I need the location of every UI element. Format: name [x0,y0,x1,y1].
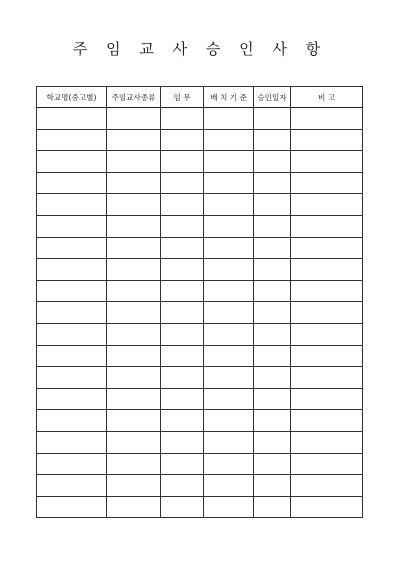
cell-approval-date[interactable] [254,194,291,216]
cell-duty[interactable] [161,215,204,237]
table-row [37,237,363,259]
cell-school-name[interactable] [37,259,107,281]
cell-approval-date[interactable] [254,151,291,173]
cell-placement-standard[interactable] [204,302,254,324]
cell-school-name[interactable] [37,172,107,194]
cell-placement-standard[interactable] [204,388,254,410]
cell-teacher-type[interactable] [107,323,161,345]
cell-approval-date[interactable] [254,237,291,259]
cell-duty[interactable] [161,345,204,367]
cell-duty[interactable] [161,323,204,345]
header-duty: 임 무 [161,87,204,108]
cell-approval-date[interactable] [254,496,291,518]
table-row [37,215,363,237]
cell-remarks[interactable] [291,129,363,151]
cell-placement-standard[interactable] [204,280,254,302]
cell-school-name[interactable] [37,431,107,453]
cell-school-name[interactable] [37,108,107,130]
table-row [37,367,363,389]
cell-teacher-type[interactable] [107,280,161,302]
cell-duty[interactable] [161,475,204,497]
cell-school-name[interactable] [37,345,107,367]
cell-remarks[interactable] [291,194,363,216]
cell-school-name[interactable] [37,323,107,345]
cell-placement-standard[interactable] [204,194,254,216]
header-teacher-type: 주임교사종류 [107,87,161,108]
cell-approval-date[interactable] [254,388,291,410]
cell-remarks[interactable] [291,302,363,324]
cell-remarks[interactable] [291,108,363,130]
cell-duty[interactable] [161,108,204,130]
cell-remarks[interactable] [291,237,363,259]
cell-remarks[interactable] [291,151,363,173]
cell-remarks[interactable] [291,453,363,475]
cell-placement-standard[interactable] [204,215,254,237]
header-approval-date: 승인일자 [254,87,291,108]
cell-teacher-type[interactable] [107,453,161,475]
table-row [37,280,363,302]
cell-teacher-type[interactable] [107,194,161,216]
cell-remarks[interactable] [291,431,363,453]
cell-teacher-type[interactable] [107,237,161,259]
header-school-name: 학교명(중고별) [37,87,107,108]
cell-remarks[interactable] [291,259,363,281]
cell-remarks[interactable] [291,323,363,345]
cell-school-name[interactable] [37,215,107,237]
cell-school-name[interactable] [37,453,107,475]
cell-placement-standard[interactable] [204,475,254,497]
cell-approval-date[interactable] [254,475,291,497]
cell-duty[interactable] [161,367,204,389]
cell-approval-date[interactable] [254,410,291,432]
cell-school-name[interactable] [37,410,107,432]
cell-school-name[interactable] [37,388,107,410]
table-row [37,496,363,518]
cell-duty[interactable] [161,129,204,151]
cell-approval-date[interactable] [254,345,291,367]
cell-duty[interactable] [161,453,204,475]
cell-duty[interactable] [161,237,204,259]
header-remarks: 비 고 [291,87,363,108]
cell-duty[interactable] [161,151,204,173]
cell-duty[interactable] [161,302,204,324]
page-title: 주 임 교 사 승 인 사 항 [72,40,328,58]
cell-duty[interactable] [161,496,204,518]
table-body [37,108,363,518]
table-row [37,431,363,453]
cell-approval-date[interactable] [254,323,291,345]
cell-teacher-type[interactable] [107,496,161,518]
cell-teacher-type[interactable] [107,475,161,497]
cell-approval-date[interactable] [254,259,291,281]
table-row [37,388,363,410]
cell-duty[interactable] [161,431,204,453]
cell-teacher-type[interactable] [107,172,161,194]
cell-teacher-type[interactable] [107,367,161,389]
cell-remarks[interactable] [291,367,363,389]
cell-duty[interactable] [161,172,204,194]
cell-remarks[interactable] [291,215,363,237]
table-row [37,194,363,216]
cell-approval-date[interactable] [254,302,291,324]
cell-approval-date[interactable] [254,129,291,151]
table-row [37,172,363,194]
header-placement-standard: 배 치 기 준 [204,87,254,108]
cell-teacher-type[interactable] [107,108,161,130]
cell-duty[interactable] [161,388,204,410]
cell-teacher-type[interactable] [107,345,161,367]
cell-duty[interactable] [161,194,204,216]
cell-teacher-type[interactable] [107,431,161,453]
table-row [37,108,363,130]
cell-placement-standard[interactable] [204,237,254,259]
cell-approval-date[interactable] [254,172,291,194]
cell-teacher-type[interactable] [107,129,161,151]
table-row [37,259,363,281]
cell-approval-date[interactable] [254,108,291,130]
table-row [37,345,363,367]
cell-duty[interactable] [161,280,204,302]
cell-placement-standard[interactable] [204,453,254,475]
cell-school-name[interactable] [37,496,107,518]
cell-approval-date[interactable] [254,367,291,389]
cell-placement-standard[interactable] [204,410,254,432]
table-header-row [37,87,363,108]
cell-placement-standard[interactable] [204,172,254,194]
cell-school-name[interactable] [37,280,107,302]
cell-school-name[interactable] [37,129,107,151]
table-row [37,410,363,432]
cell-placement-standard[interactable] [204,108,254,130]
cell-remarks[interactable] [291,410,363,432]
cell-placement-standard[interactable] [204,496,254,518]
cell-placement-standard[interactable] [204,259,254,281]
cell-approval-date[interactable] [254,215,291,237]
cell-remarks[interactable] [291,475,363,497]
cell-school-name[interactable] [37,237,107,259]
cell-school-name[interactable] [37,475,107,497]
cell-remarks[interactable] [291,388,363,410]
cell-remarks[interactable] [291,496,363,518]
table-row [37,151,363,173]
cell-school-name[interactable] [37,302,107,324]
approval-table [36,86,363,518]
cell-placement-standard[interactable] [204,367,254,389]
cell-teacher-type[interactable] [107,259,161,281]
cell-approval-date[interactable] [254,280,291,302]
cell-placement-standard[interactable] [204,151,254,173]
table-row [37,129,363,151]
cell-remarks[interactable] [291,172,363,194]
cell-school-name[interactable] [37,151,107,173]
cell-remarks[interactable] [291,280,363,302]
cell-placement-standard[interactable] [204,431,254,453]
cell-approval-date[interactable] [254,453,291,475]
cell-teacher-type[interactable] [107,151,161,173]
cell-teacher-type[interactable] [107,215,161,237]
cell-duty[interactable] [161,410,204,432]
table-row [37,475,363,497]
table-row [37,302,363,324]
cell-remarks[interactable] [291,345,363,367]
cell-placement-standard[interactable] [204,345,254,367]
cell-teacher-type[interactable] [107,410,161,432]
cell-placement-standard[interactable] [204,323,254,345]
cell-approval-date[interactable] [254,431,291,453]
cell-placement-standard[interactable] [204,129,254,151]
cell-teacher-type[interactable] [107,302,161,324]
cell-duty[interactable] [161,259,204,281]
table-row [37,453,363,475]
cell-teacher-type[interactable] [107,388,161,410]
table-row [37,323,363,345]
cell-school-name[interactable] [37,367,107,389]
cell-school-name[interactable] [37,194,107,216]
